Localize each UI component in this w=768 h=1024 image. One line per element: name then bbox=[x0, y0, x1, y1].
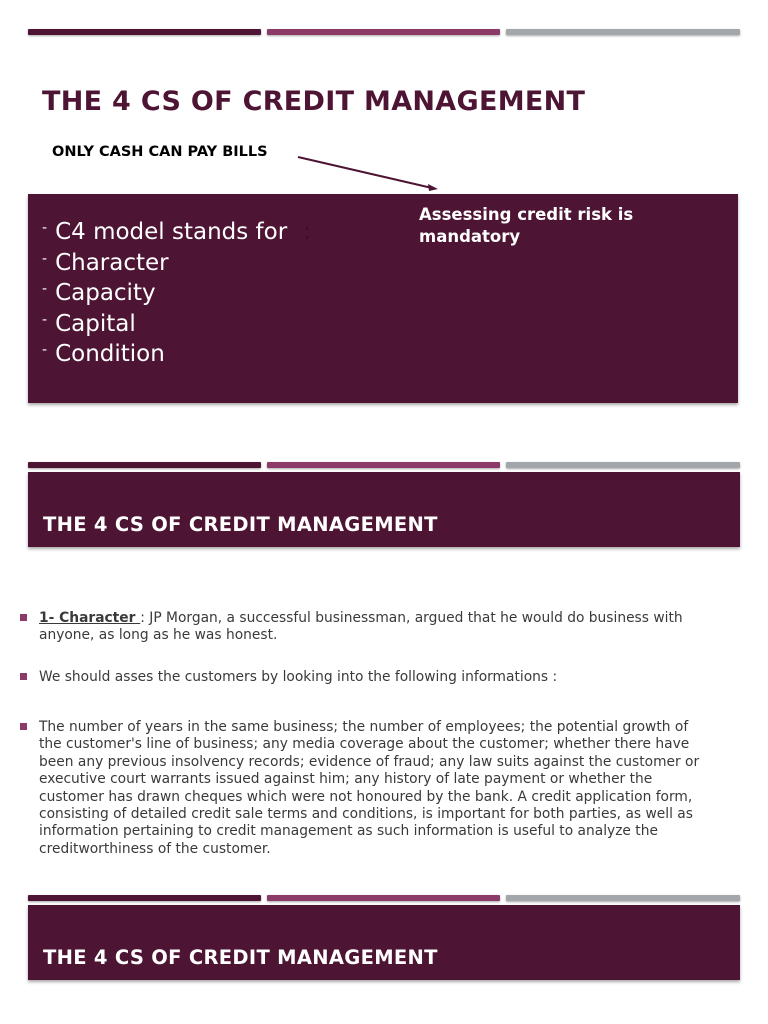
model-item-condition: Condition bbox=[55, 341, 165, 367]
list-item: - Capital bbox=[42, 309, 311, 340]
slide1-title: THE 4 CS OF CREDIT MANAGEMENT bbox=[42, 86, 586, 117]
bullet-marker bbox=[20, 673, 27, 680]
accent-bar-magenta bbox=[267, 462, 500, 468]
slide3-title: THE 4 CS OF CREDIT MANAGEMENT bbox=[43, 946, 438, 969]
list-item bbox=[20, 669, 700, 686]
list-item: - Condition bbox=[42, 339, 311, 370]
accent-bar-dark bbox=[28, 462, 261, 468]
callout-text: Assessing credit risk is mandatory bbox=[419, 205, 634, 246]
bullet-marker bbox=[20, 614, 27, 621]
list-item bbox=[20, 719, 700, 858]
model-item-capital: Capital bbox=[55, 310, 136, 337]
accent-bar-gray bbox=[506, 462, 740, 468]
bullet-list bbox=[20, 610, 700, 866]
accent-bar-dark bbox=[28, 895, 261, 901]
list-item: - C4 model stands for : bbox=[42, 217, 311, 248]
list-item: - Character bbox=[42, 248, 311, 279]
assessment-intro: We should asses the customers by looking into the following informations : bbox=[39, 669, 558, 685]
assessment-details: The number of years in the same business; the number of employees; the potential growth of the customer's line of business; any media coverage about the customer; whether there have been any previous insolvency records; evidence of fraud; any law suits against the customer or executive court warrants issued against him; any history of late payment or whether the customer has drawn cheques which were not honoured by the bank. A credit application form, consisting of detailed credit sale terms and conditions, is important for both parties, as well as information pertaining to credit management as such information is useful to analyze the creditworthiness of the customer. bbox=[39, 719, 700, 857]
accent-bar-magenta bbox=[267, 895, 500, 901]
bullet-marker bbox=[20, 723, 27, 730]
character-heading: 1- Character bbox=[39, 610, 141, 626]
tagline: ONLY CASH CAN PAY BILLS bbox=[52, 144, 268, 160]
list-item bbox=[20, 610, 700, 645]
slide2-title: THE 4 CS OF CREDIT MANAGEMENT bbox=[43, 513, 438, 536]
model-colon: : bbox=[303, 219, 311, 245]
character-description: : JP Morgan, a successful businessman, argued that he would do business with anyone, as long as he was honest. bbox=[39, 610, 683, 644]
model-item-capacity: Capacity bbox=[55, 280, 156, 306]
c4-model-list bbox=[42, 217, 311, 370]
accent-bar-gray bbox=[506, 895, 740, 901]
model-intro: C4 model stands for bbox=[55, 219, 288, 245]
model-item-character: Character bbox=[55, 249, 169, 276]
list-item: - Capacity bbox=[42, 278, 311, 309]
